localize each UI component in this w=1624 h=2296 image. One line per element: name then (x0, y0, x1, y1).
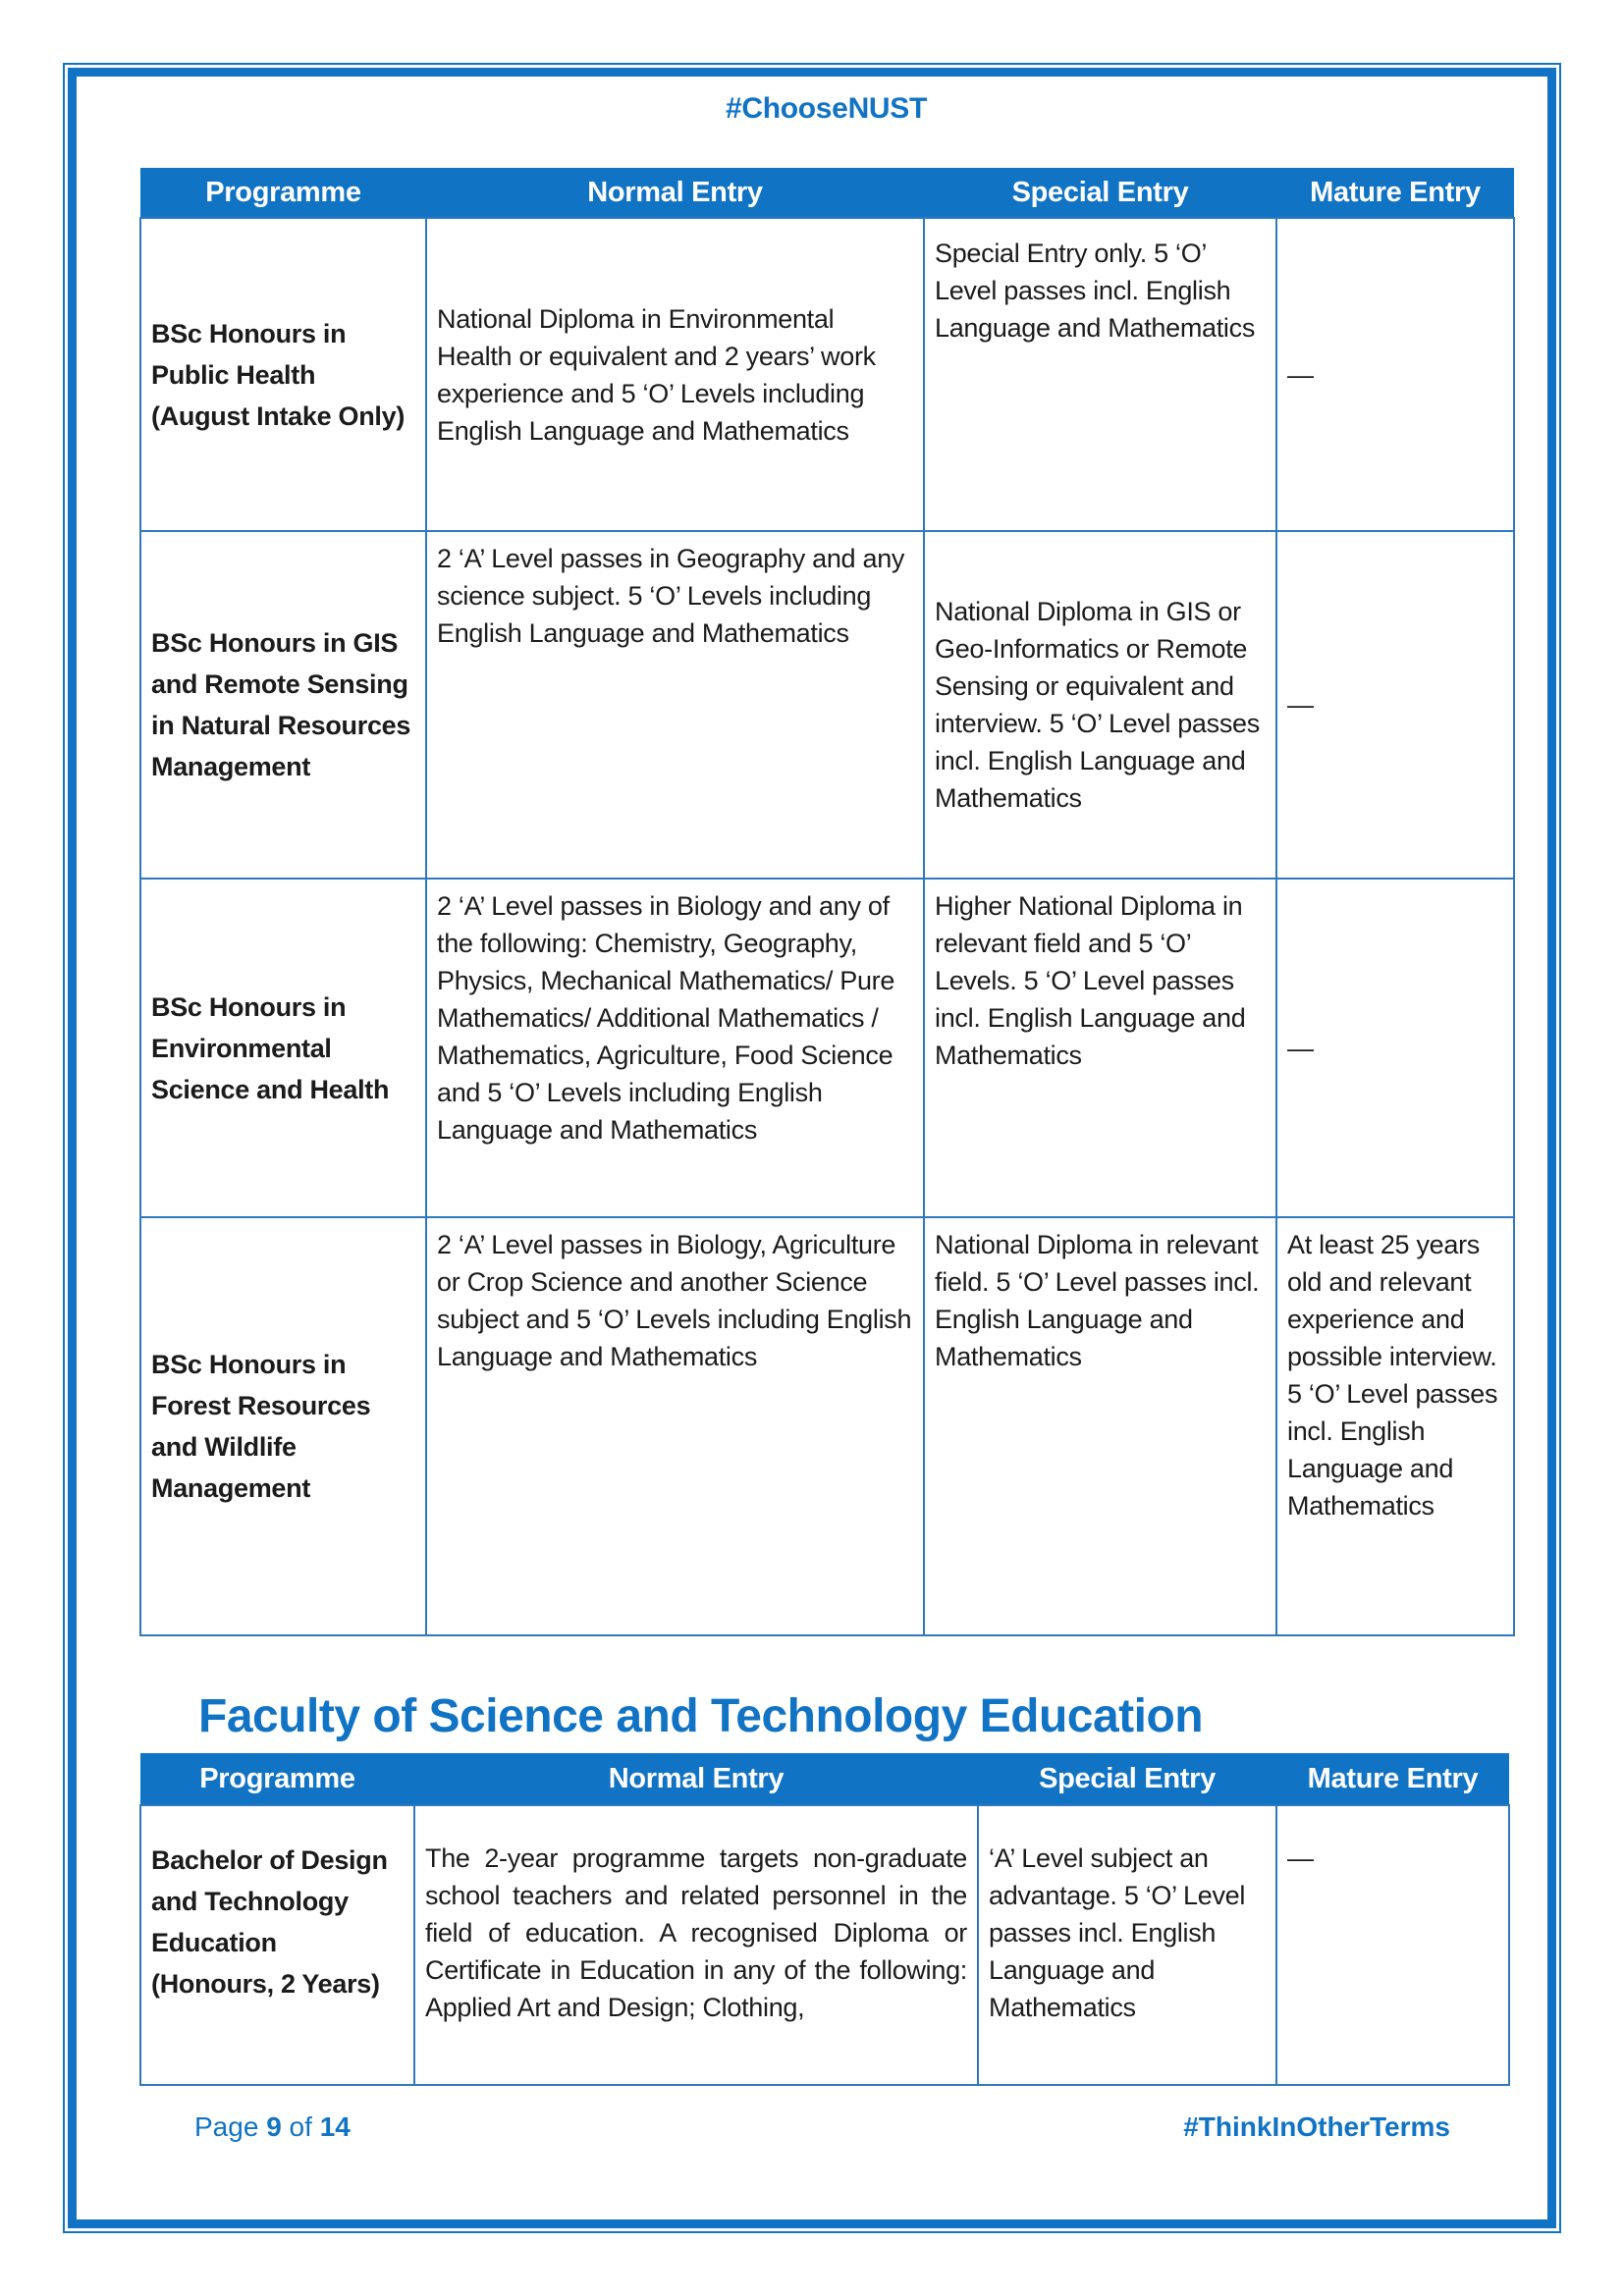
cell-special-entry: Higher National Diploma in relevant field and 5 ‘O’ Levels. 5 ‘O’ Level passes incl. English Language and Mathematics (924, 879, 1276, 1217)
cell-mature-entry: — (1276, 531, 1514, 879)
footer-hashtag: #ThinkInOtherTerms (1183, 2111, 1450, 2143)
column-header-programme: Programme (140, 168, 426, 218)
cell-special-entry: Special Entry only. 5 ‘O’ Level passes incl. English Language and Mathematics (924, 218, 1276, 531)
cell-special-entry: National Diploma in GIS or Geo-Informatics or Remote Sensing or equivalent and interview. 5 ‘O’ Level passes incl. English Language and Mathematics (924, 531, 1276, 879)
column-header-normal-entry: Normal Entry (426, 168, 924, 218)
cell-programme: BSc Honours in Environmental Science and Health (140, 879, 426, 1217)
page-content (139, 0, 1513, 2143)
cell-programme: Bachelor of Design and Technology Education (Honours, 2 Years) (140, 1805, 414, 2085)
cell-normal-entry: The 2-year programme targets non-graduate school teachers and related personnel in the field of education. A recognised Diploma or Certificate in Education in any of the following: Applied Art and Design; Clothing, (414, 1805, 978, 2085)
cell-programme: BSc Honours in Forest Resources and Wildlife Management (140, 1217, 426, 1635)
of-word: of (289, 2111, 312, 2143)
cell-programme: BSc Honours in Public Health (August Intake Only) (140, 218, 426, 531)
total-pages: 14 (319, 2111, 351, 2143)
cell-normal-entry: 2 ‘A’ Level passes in Biology and any of the following: Chemistry, Geography, Physics, Mechanical Mathematics/ Pure Mathematics/ Additional Mathematics / Mathematics, Agriculture, Food Science and 5 ‘O’ Levels including English Language and Mathematics (426, 879, 924, 1217)
page-footer (139, 2111, 1513, 2143)
column-header-special-entry: Special Entry (924, 168, 1276, 218)
cell-mature-entry: — (1276, 879, 1514, 1217)
table-row (140, 531, 1514, 879)
table-header-row (140, 1753, 1509, 1805)
cell-normal-entry: 2 ‘A’ Level passes in Geography and any science subject. 5 ‘O’ Levels including English Language and Mathematics (426, 531, 924, 879)
page-word: Page (194, 2111, 259, 2143)
cell-normal-entry: 2 ‘A’ Level passes in Biology, Agriculture or Crop Science and another Science subject and 5 ‘O’ Levels including English Language and Mathematics (426, 1217, 924, 1635)
cell-special-entry: ‘A’ Level subject an advantage. 5 ‘O’ Level passes incl. English Language and Mathematics (978, 1805, 1276, 2085)
page-number: 9 (266, 2111, 282, 2143)
table-header-row (140, 168, 1514, 218)
programmes-table-1 (139, 168, 1515, 1636)
table-row (140, 1805, 1509, 2085)
column-header-programme: Programme (140, 1753, 414, 1805)
cell-programme: BSc Honours in GIS and Remote Sensing in Natural Resources Management (140, 531, 426, 879)
cell-normal-entry: National Diploma in Environmental Health or equivalent and 2 years’ work experience and 5 ‘O’ Levels including English Language and Mathematics (426, 218, 924, 531)
column-header-special-entry: Special Entry (978, 1753, 1276, 1805)
column-header-normal-entry: Normal Entry (414, 1753, 978, 1805)
section-heading-faculty: Faculty of Science and Technology Education (198, 1690, 1204, 1742)
page-number-indicator (194, 2111, 351, 2143)
column-header-mature-entry: Mature Entry (1276, 1753, 1509, 1805)
table-row (140, 1217, 1514, 1635)
column-header-mature-entry: Mature Entry (1276, 168, 1514, 218)
cell-mature-entry: At least 25 years old and relevant experience and possible interview. 5 ‘O’ Level passes incl. English Language and Mathematics (1276, 1217, 1514, 1635)
cell-mature-entry: — (1276, 218, 1514, 531)
cell-special-entry: National Diploma in relevant field. 5 ‘O’ Level passes incl. English Language and Mathematics (924, 1217, 1276, 1635)
table-row (140, 879, 1514, 1217)
table-row (140, 218, 1514, 531)
programmes-table-2 (139, 1753, 1510, 2086)
cell-mature-entry: — (1276, 1805, 1509, 2085)
top-hashtag: #ChooseNUST (725, 92, 928, 125)
